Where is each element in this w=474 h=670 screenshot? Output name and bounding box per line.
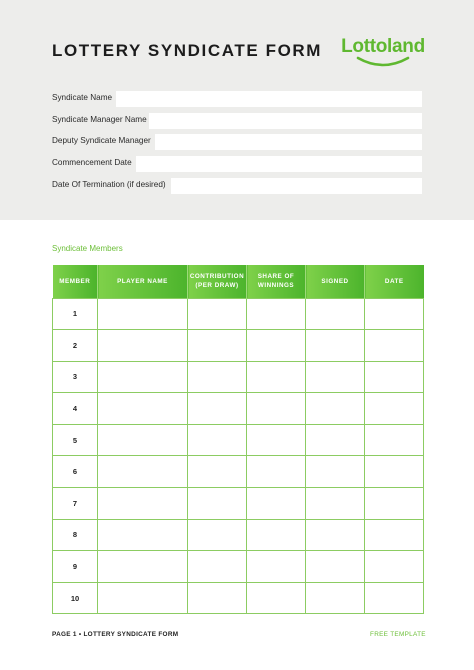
column-header-share: SHARE OF WINNINGS	[247, 265, 306, 298]
share-cell[interactable]	[247, 551, 306, 583]
contribution-cell[interactable]	[188, 330, 247, 362]
footer-separator: •	[78, 631, 82, 638]
members-table	[52, 265, 424, 614]
player-name-cell[interactable]	[98, 298, 188, 330]
contribution-cell[interactable]	[188, 298, 247, 330]
share-cell[interactable]	[247, 582, 306, 614]
member-number-cell: 10	[53, 582, 98, 614]
termination-date-label: Date Of Termination (if desired)	[52, 180, 166, 189]
date-cell[interactable]	[365, 393, 424, 425]
date-cell[interactable]	[365, 488, 424, 520]
members-body	[53, 298, 424, 614]
table-row	[53, 456, 424, 488]
table-row	[53, 488, 424, 520]
syndicate-name-field[interactable]	[116, 91, 422, 107]
column-header-date: DATE	[365, 265, 424, 298]
smile-icon	[354, 56, 412, 69]
termination-date-field[interactable]	[171, 178, 422, 194]
column-header-player-name: PLAYER NAME	[98, 265, 188, 298]
footer-page-info	[52, 631, 178, 638]
date-cell[interactable]	[365, 361, 424, 393]
player-name-cell[interactable]	[98, 456, 188, 488]
commencement-date-row	[52, 156, 422, 172]
deputy-manager-row	[52, 134, 422, 150]
signed-cell[interactable]	[306, 582, 365, 614]
date-cell[interactable]	[365, 551, 424, 583]
column-header-contribution: CONTRIBUTION (PER DRAW)	[188, 265, 247, 298]
table-row	[53, 393, 424, 425]
member-number-cell: 9	[53, 551, 98, 583]
signed-cell[interactable]	[306, 330, 365, 362]
member-number-cell: 6	[53, 456, 98, 488]
player-name-cell[interactable]	[98, 393, 188, 425]
table-row	[53, 298, 424, 330]
syndicate-manager-field[interactable]	[149, 113, 422, 129]
deputy-manager-field[interactable]	[155, 134, 422, 150]
contribution-cell[interactable]	[188, 488, 247, 520]
share-cell[interactable]	[247, 298, 306, 330]
share-cell[interactable]	[247, 330, 306, 362]
player-name-cell[interactable]	[98, 361, 188, 393]
table-row	[53, 519, 424, 551]
member-number-cell: 2	[53, 330, 98, 362]
member-number-cell: 1	[53, 298, 98, 330]
contribution-cell[interactable]	[188, 456, 247, 488]
contribution-cell[interactable]	[188, 551, 247, 583]
table-row	[53, 361, 424, 393]
deputy-manager-label: Deputy Syndicate Manager	[52, 136, 151, 145]
syndicate-name-row	[52, 91, 422, 107]
footer-doc-name: LOTTERY SYNDICATE FORM	[83, 631, 179, 638]
signed-cell[interactable]	[306, 456, 365, 488]
date-cell[interactable]	[365, 330, 424, 362]
signed-cell[interactable]	[306, 424, 365, 456]
signed-cell[interactable]	[306, 488, 365, 520]
page-title: LOTTERY SYNDICATE FORM	[52, 41, 323, 60]
contribution-cell[interactable]	[188, 361, 247, 393]
share-cell[interactable]	[247, 488, 306, 520]
date-cell[interactable]	[365, 456, 424, 488]
table-row	[53, 330, 424, 362]
logo-text: Lottoland	[341, 36, 425, 57]
share-cell[interactable]	[247, 361, 306, 393]
signed-cell[interactable]	[306, 393, 365, 425]
signed-cell[interactable]	[306, 298, 365, 330]
signed-cell[interactable]	[306, 519, 365, 551]
player-name-cell[interactable]	[98, 488, 188, 520]
member-number-cell: 8	[53, 519, 98, 551]
date-cell[interactable]	[365, 519, 424, 551]
footer-free-template: FREE TEMPLATE	[370, 631, 426, 638]
player-name-cell[interactable]	[98, 424, 188, 456]
share-cell[interactable]	[247, 456, 306, 488]
player-name-cell[interactable]	[98, 582, 188, 614]
contribution-cell[interactable]	[188, 519, 247, 551]
column-header-signed: SIGNED	[306, 265, 365, 298]
member-number-cell: 5	[53, 424, 98, 456]
termination-date-row	[52, 178, 422, 194]
member-number-cell: 3	[53, 361, 98, 393]
member-number-cell: 4	[53, 393, 98, 425]
share-cell[interactable]	[247, 424, 306, 456]
player-name-cell[interactable]	[98, 330, 188, 362]
share-cell[interactable]	[247, 519, 306, 551]
table-row	[53, 424, 424, 456]
syndicate-manager-row	[52, 113, 422, 129]
date-cell[interactable]	[365, 424, 424, 456]
contribution-cell[interactable]	[188, 393, 247, 425]
signed-cell[interactable]	[306, 551, 365, 583]
column-header-member: MEMBER	[53, 265, 98, 298]
date-cell[interactable]	[365, 582, 424, 614]
table-header-row	[53, 265, 424, 298]
section-heading: Syndicate Members	[52, 244, 123, 253]
footer-page-number: PAGE 1	[52, 631, 77, 638]
commencement-date-field[interactable]	[136, 156, 422, 172]
table-row	[53, 551, 424, 583]
player-name-cell[interactable]	[98, 519, 188, 551]
syndicate-manager-label: Syndicate Manager Name	[52, 115, 147, 124]
syndicate-name-label: Syndicate Name	[52, 93, 113, 102]
lottoland-logo	[340, 36, 426, 70]
signed-cell[interactable]	[306, 361, 365, 393]
contribution-cell[interactable]	[188, 424, 247, 456]
commencement-date-label: Commencement Date	[52, 158, 132, 167]
contribution-cell[interactable]	[188, 582, 247, 614]
member-number-cell: 7	[53, 488, 98, 520]
share-cell[interactable]	[247, 393, 306, 425]
player-name-cell[interactable]	[98, 551, 188, 583]
form-header-panel	[0, 0, 474, 220]
table-row	[53, 582, 424, 614]
date-cell[interactable]	[365, 298, 424, 330]
